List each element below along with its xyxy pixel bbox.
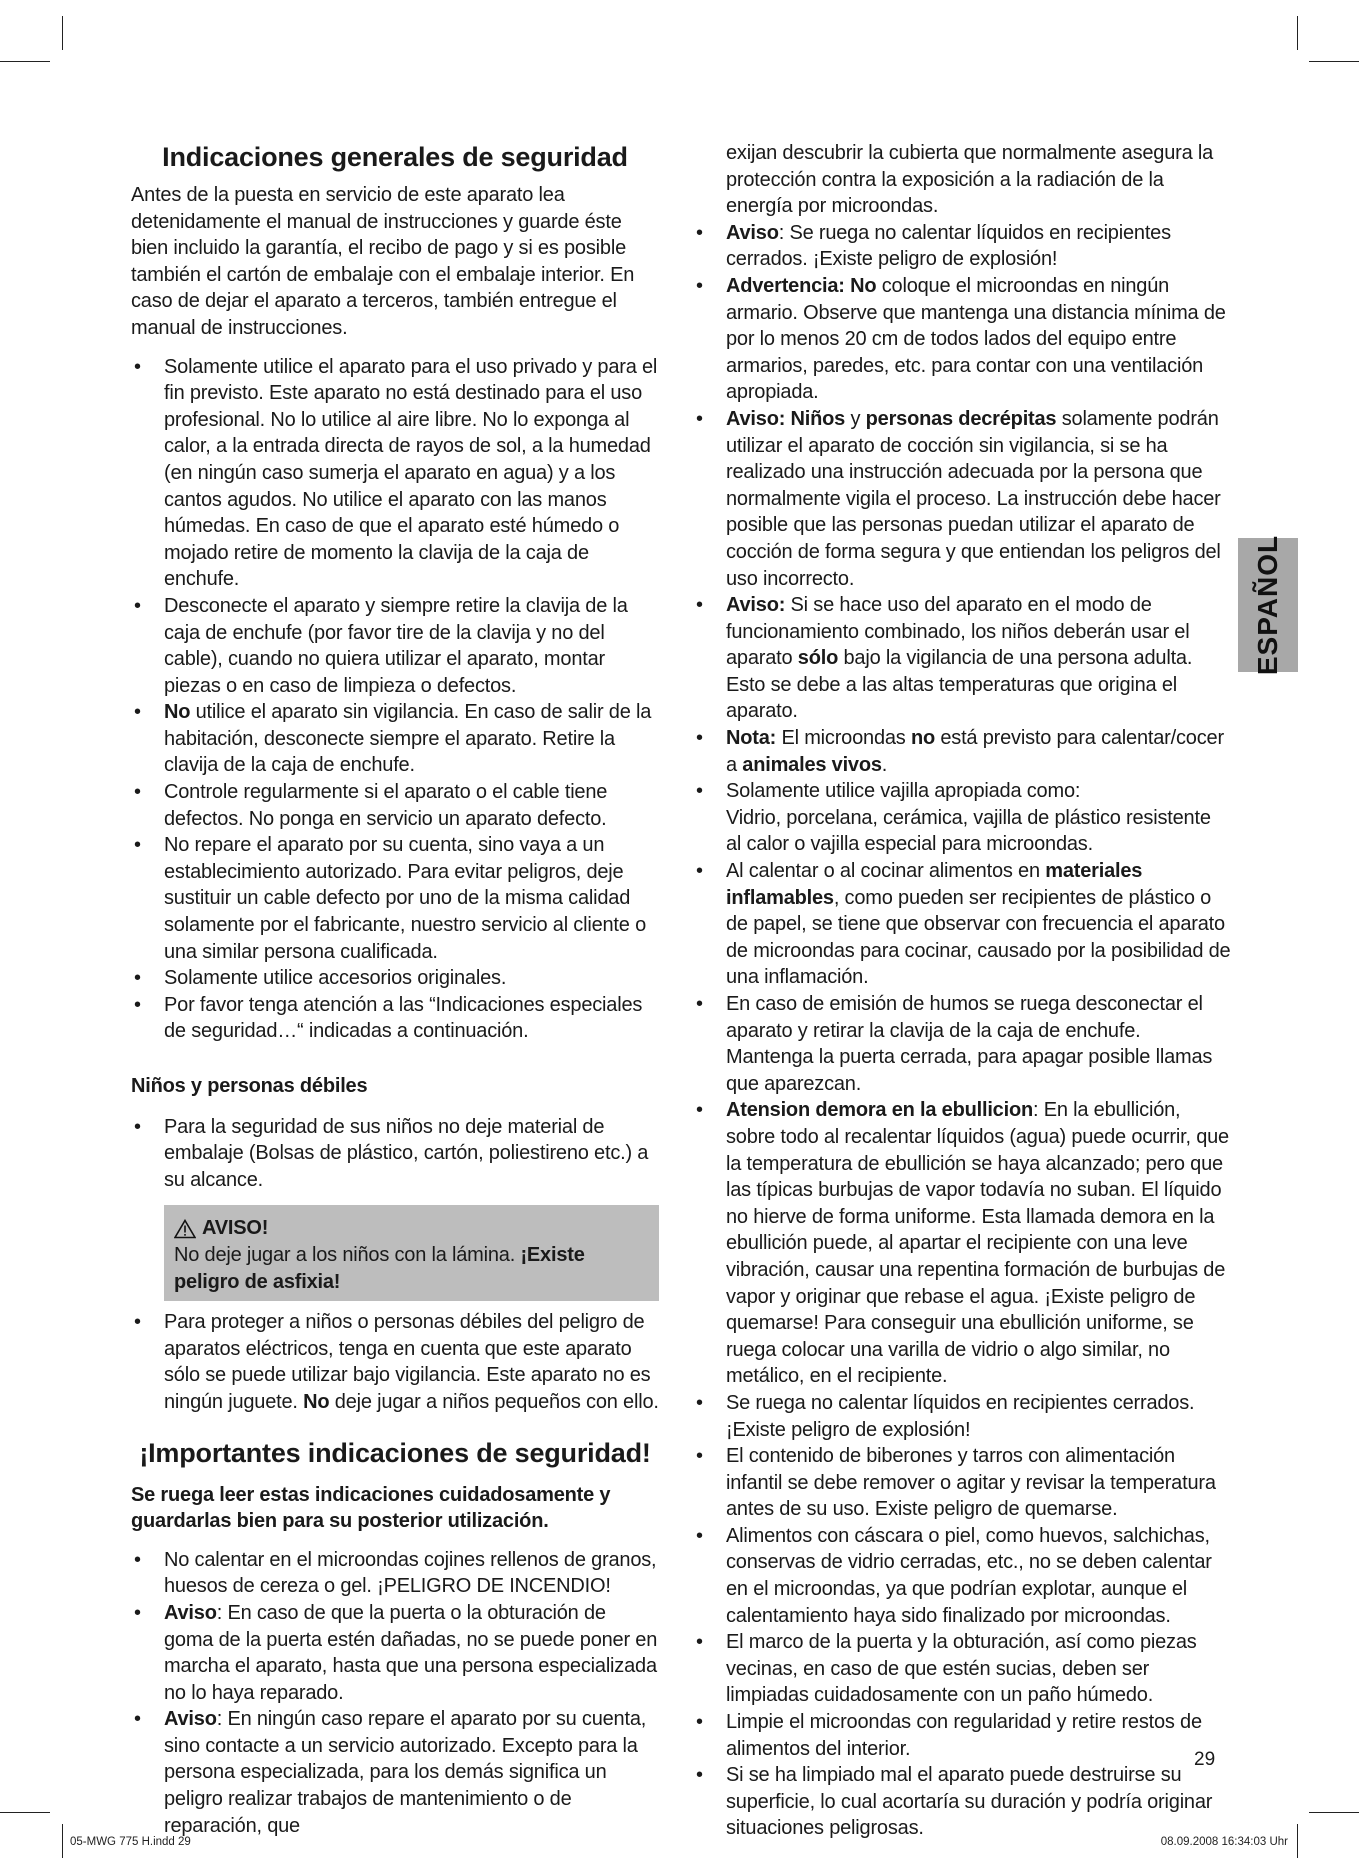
list-item: • Por favor tenga atención a las “Indicaciones especiales de seguridad…“ indicadas a continuación. <box>131 992 659 1045</box>
list-item: • Solamente utilice accesorios originales. <box>131 965 659 992</box>
crop-mark <box>0 61 50 62</box>
list-item: • Aviso: Niños y personas decrépitas solamente podrán utilizar el aparato de cocción sin vigilancia, si se ha realizado una instrucción adecuada por la persona que normalmente vigila el proceso. La instrucción debe hacer posible que las personas puedan utilizar el aparato de cocción de forma segura y que entiendan los peligros del uso incorrecto. <box>693 406 1231 592</box>
section-subtitle: Se ruega leer estas indicaciones cuidadosamente y guardarlas bien para su posterior utilización. <box>131 1483 611 1533</box>
list-item: • El marco de la puerta y la obturación, así como piezas vecinas, en caso de que estén sucias, deben ser limpiadas cuidadosamente con un paño húmedo. <box>693 1629 1231 1709</box>
list-item: • Solamente utilice el aparato para el uso privado y para el fin previsto. Este aparato no está destinado para el uso profesional. No lo utilice al aire libre. No lo exponga al calor, a la entrada directa de rayos de sol, a la humedad (en ningún caso sumerja el aparato en agua) y a los cantos agudos. No utilice el aparato con las manos húmedas. En caso de que el aparato esté húmedo o mojado retire de momento la clavija de la caja de enchufe. <box>131 354 659 593</box>
crop-mark <box>1297 1824 1298 1858</box>
right-column <box>693 140 1231 1842</box>
crop-mark <box>62 16 63 50</box>
list-item: • Se ruega no calentar líquidos en recipientes cerrados. ¡Existe peligro de explosión! <box>693 1390 1231 1443</box>
list-item: • No calentar en el microondas cojines rellenos de granos, huesos de cereza o gel. ¡PELIGRO DE INCENDIO! <box>131 1547 659 1600</box>
list-item: • Advertencia: No coloque el microondas en ningún armario. Observe que mantenga una distancia mínima de por lo menos 20 cm de todos lados del equipo entre armarios, paredes, etc. para contar con una ventilación apropiada. <box>693 273 1231 406</box>
intro-paragraph: Antes de la puesta en servicio de este aparato lea detenidamente el manual de instrucciones y guarde éste bien incluido la garantía, el recibo de pago y si es posible también el cartón de embalaje con el embalaje interior. En caso de dejar el aparato a terceros, también entregue el manual de instrucciones. <box>131 184 635 339</box>
warning-text: No deje jugar a los niños con la lámina. ¡Existe peligro de asfixia! <box>174 1243 585 1293</box>
list-item: • Para la seguridad de sus niños no deje material de embalaje (Bolsas de plástico, cartón, poliestireno etc.) a su alcance. <box>131 1114 659 1194</box>
list-item: • En caso de emisión de humos se ruega desconectar el aparato y retirar la clavija de la caja de enchufe. Mantenga la puerta cerrada, para apagar posible llamas que aparezcan. <box>693 991 1231 1097</box>
left-column <box>131 140 659 1839</box>
footer-timestamp: 08.09.2008 16:34:03 Uhr <box>1160 1836 1288 1848</box>
list-item: • Aviso: Si se hace uso del aparato en el modo de funcionamiento combinado, los niños deberán usar el aparato sólo bajo la vigilancia de una persona adulta. Esto se debe a las altas temperaturas que origina el aparato. <box>693 592 1231 725</box>
general-safety-list <box>131 354 659 1045</box>
list-item: • Alimentos con cáscara o piel, como huevos, salchichas, conservas de vidrio cerradas, etc., no se deben calentar en el microondas, ya que podrían explotar, aunque el calentamiento haya sido finalizado por microondas. <box>693 1523 1231 1629</box>
warning-triangle-icon <box>174 1219 196 1239</box>
list-item: • Desconecte el aparato y siempre retire la clavija de la caja de enchufe (por favor tire de la clavija y no del cable), cuando no quiera utilizar el aparato, montar piezas o en caso de limpieza o defectos. <box>131 593 659 699</box>
list-item: • Atension demora en la ebullicion: En la ebullición, sobre todo al recalentar líquidos (agua) puede ocurrir, que la temperatura de ebullición se haya alcanzado; pero que las típicas burbujas de vapor todavía no suban. El líquido no hierve de forma uniforme. Esta llamada demora en la ebullición puede, al apartar el recipiente con una leve vibración, causar una repentina formación de burbujas de vapor y originar que rebase el agua. ¡Existe peligro de quemarse! Para conseguir una ebullición uniforme, se ruega colocar una varilla de vidrio o algo similar, no metálico, en el recipiente. <box>693 1097 1231 1390</box>
crop-mark <box>1309 1812 1359 1813</box>
section-title-important-safety: ¡Importantes indicaciones de seguridad! <box>139 1437 651 1468</box>
footer-file-info: 05-MWG 775 H.indd 29 <box>70 1836 191 1848</box>
warning-box <box>164 1205 659 1301</box>
crop-mark <box>1297 16 1298 50</box>
list-item: • No repare el aparato por su cuenta, sino vaya a un establecimiento autorizado. Para evitar peligros, deje sustituir un cable defecto por uno de la misma calidad solamente por el fabricante, nuestro servicio al cliente o una similar persona cualificada. <box>131 832 659 965</box>
children-list-2 <box>131 1309 659 1415</box>
list-item: • Limpie el microondas con regularidad y retire restos de alimentos del interior. <box>693 1709 1231 1762</box>
list-item: • Al calentar o al cocinar alimentos en materiales inflamables, como pueden ser recipientes de plástico o de papel, se tiene que observar con frecuencia el aparato de microondas para cocinar, causado por la posibilidad de una inflamación. <box>693 858 1231 991</box>
list-item: • Solamente utilice vajilla apropiada como: Vidrio, porcelana, cerámica, vajilla de plástico resistente al calor o vajilla especial para microondas. <box>693 778 1231 858</box>
language-tab-label: ESPAÑOL <box>1252 534 1283 676</box>
list-item: • Si se ha limpiado mal el aparato puede destruirse su superficie, lo cual acortaría su duración y podría originar situaciones peligrosas. <box>693 1762 1231 1842</box>
warning-title: AVISO! <box>202 1217 269 1240</box>
list-item: • Para proteger a niños o personas débiles del peligro de aparatos eléctricos, tenga en cuenta que este aparato sólo se puede utilizar bajo vigilancia. Este aparato no es ningún juguete. No deje jugar a niños pequeños con ello. <box>131 1309 659 1415</box>
list-item: • Aviso: En ningún caso repare el aparato por su cuenta, sino contacte a un servicio autorizado. Excepto para la persona especializada, para los demás significa un peligro realizar trabajos de mantenimiento o de reparación, que <box>131 1706 659 1839</box>
list-item: • No utilice el aparato sin vigilancia. En caso de salir de la habitación, desconecte siempre el aparato. Retire la clavija de la caja de enchufe. <box>131 699 659 779</box>
list-item: • Nota: El microondas no está previsto para calentar/cocer a animales vivos. <box>693 725 1231 778</box>
list-item: • Aviso: En caso de que la puerta o la obturación de goma de la puerta estén dañadas, no se puede poner en marcha el aparato, hasta que una persona especializada no lo haya reparado. <box>131 1600 659 1706</box>
subheading-children: Niños y personas débiles <box>131 1075 368 1097</box>
list-item: • El contenido de biberones y tarros con alimentación infantil se debe remover o agitar y revisar la temperatura antes de su uso. Existe peligro de quemarse. <box>693 1443 1231 1523</box>
crop-mark <box>0 1812 50 1813</box>
list-item: • Controle regularmente si el aparato o el cable tiene defectos. No ponga en servicio un aparato defecto. <box>131 779 659 832</box>
crop-mark <box>62 1824 63 1858</box>
list-item: • Aviso: Se ruega no calentar líquidos en recipientes cerrados. ¡Existe peligro de explosión! <box>693 220 1231 273</box>
children-list <box>131 1114 659 1194</box>
section-title-general-safety: Indicaciones generales de seguridad <box>162 142 628 172</box>
continued-paragraph: exijan descubrir la cubierta que normalmente asegura la protección contra la exposición a la radiación de la energía por microondas. <box>726 142 1214 218</box>
important-safety-list-left <box>131 1547 659 1840</box>
crop-mark <box>1309 61 1359 62</box>
important-safety-list-right <box>693 220 1231 1842</box>
language-tab <box>1238 534 1298 676</box>
page-number: 29 <box>1194 1749 1216 1770</box>
